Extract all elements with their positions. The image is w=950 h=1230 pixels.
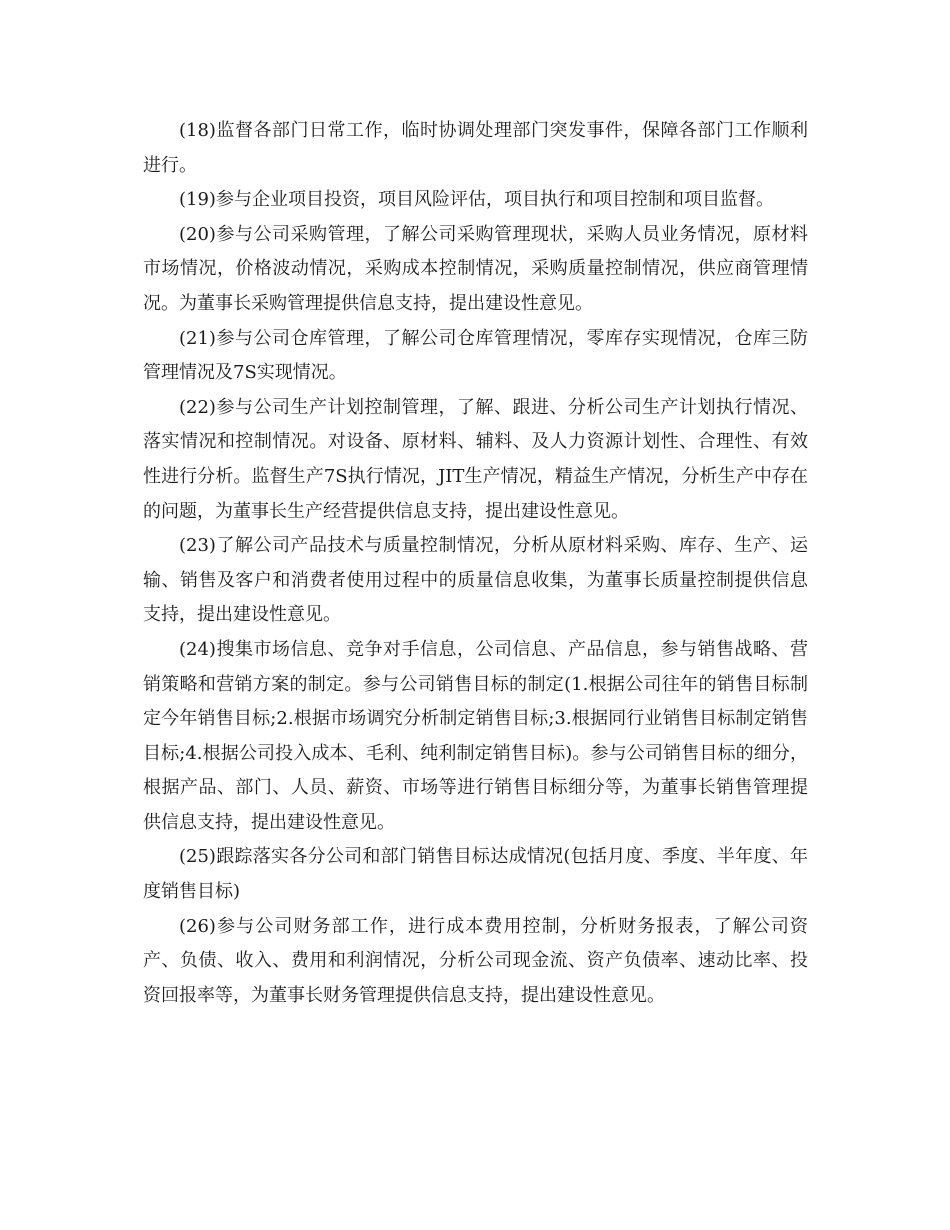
paragraph-26: (26)参与公司财务部工作，进行成本费用控制，分析财务报表，了解公司资产、负债、收入、费用和利润情况，分析公司现金流、资产负债率、速动比率、投资回报率等，为董事长财务管理提供信息支持，提出建设性意见。: [143, 915, 808, 1006]
paragraph-22: (22)参与公司生产计划控制管理，了解、跟进、分析公司生产计划执行情况、落实情况和控制情况。对设备、原材料、辅料、及人力资源计划性、合理性、有效性进行分析。监督生产7S执行情况，JIT生产情况，精益生产情况，分析生产中存在的问题，为董事长生产经营提供信息支持，提出建设性意见。: [143, 396, 808, 522]
document-body: [143, 114, 808, 1013]
paragraph-18: (18)监督各部门日常工作，临时协调处理部门突发事件，保障各部门工作顺利进行。: [143, 120, 808, 176]
paragraph-20: (20)参与公司采购管理，了解公司采购管理现状，采购人员业务情况，原材料市场情况，价格波动情况，采购成本控制情况，采购质量控制情况，供应商管理情况。为董事长采购管理提供信息支持，提出建设性意见。: [143, 223, 808, 314]
paragraph-24: (24)搜集市场信息、竞争对手信息，公司信息、产品信息，参与销售战略、营销策略和营销方案的制定。参与公司销售目标的制定(1.根据公司往年的销售目标制定今年销售目标;2.根据市场调究分析制定销售目标;3.根据同行业销售目标制定销售目标;4.根据公司投入成本、毛利、纯利制定销售目标)。参与公司销售目标的细分，根据产品、部门、人员、薪资、市场等进行销售目标细分等，为董事长销售管理提供信息支持，提出建设性意见。: [143, 638, 808, 833]
paragraph-21: (21)参与公司仓库管理，了解公司仓库管理情况，零库存实现情况，仓库三防管理情况及7S实现情况。: [143, 327, 808, 384]
paragraph-25: (25)跟踪落实各分公司和部门销售目标达成情况(包括月度、季度、半年度、年度销售目标): [143, 846, 808, 903]
paragraph-23: (23)了解公司产品技术与质量控制情况，分析从原材料采购、库存、生产、运输、销售及客户和消费者使用过程中的质量信息收集，为董事长质量控制提供信息支持，提出建设性意见。: [143, 535, 808, 626]
paragraph-19: (19)参与企业项目投资，项目风险评估，项目执行和项目控制和项目监督。: [179, 189, 774, 211]
